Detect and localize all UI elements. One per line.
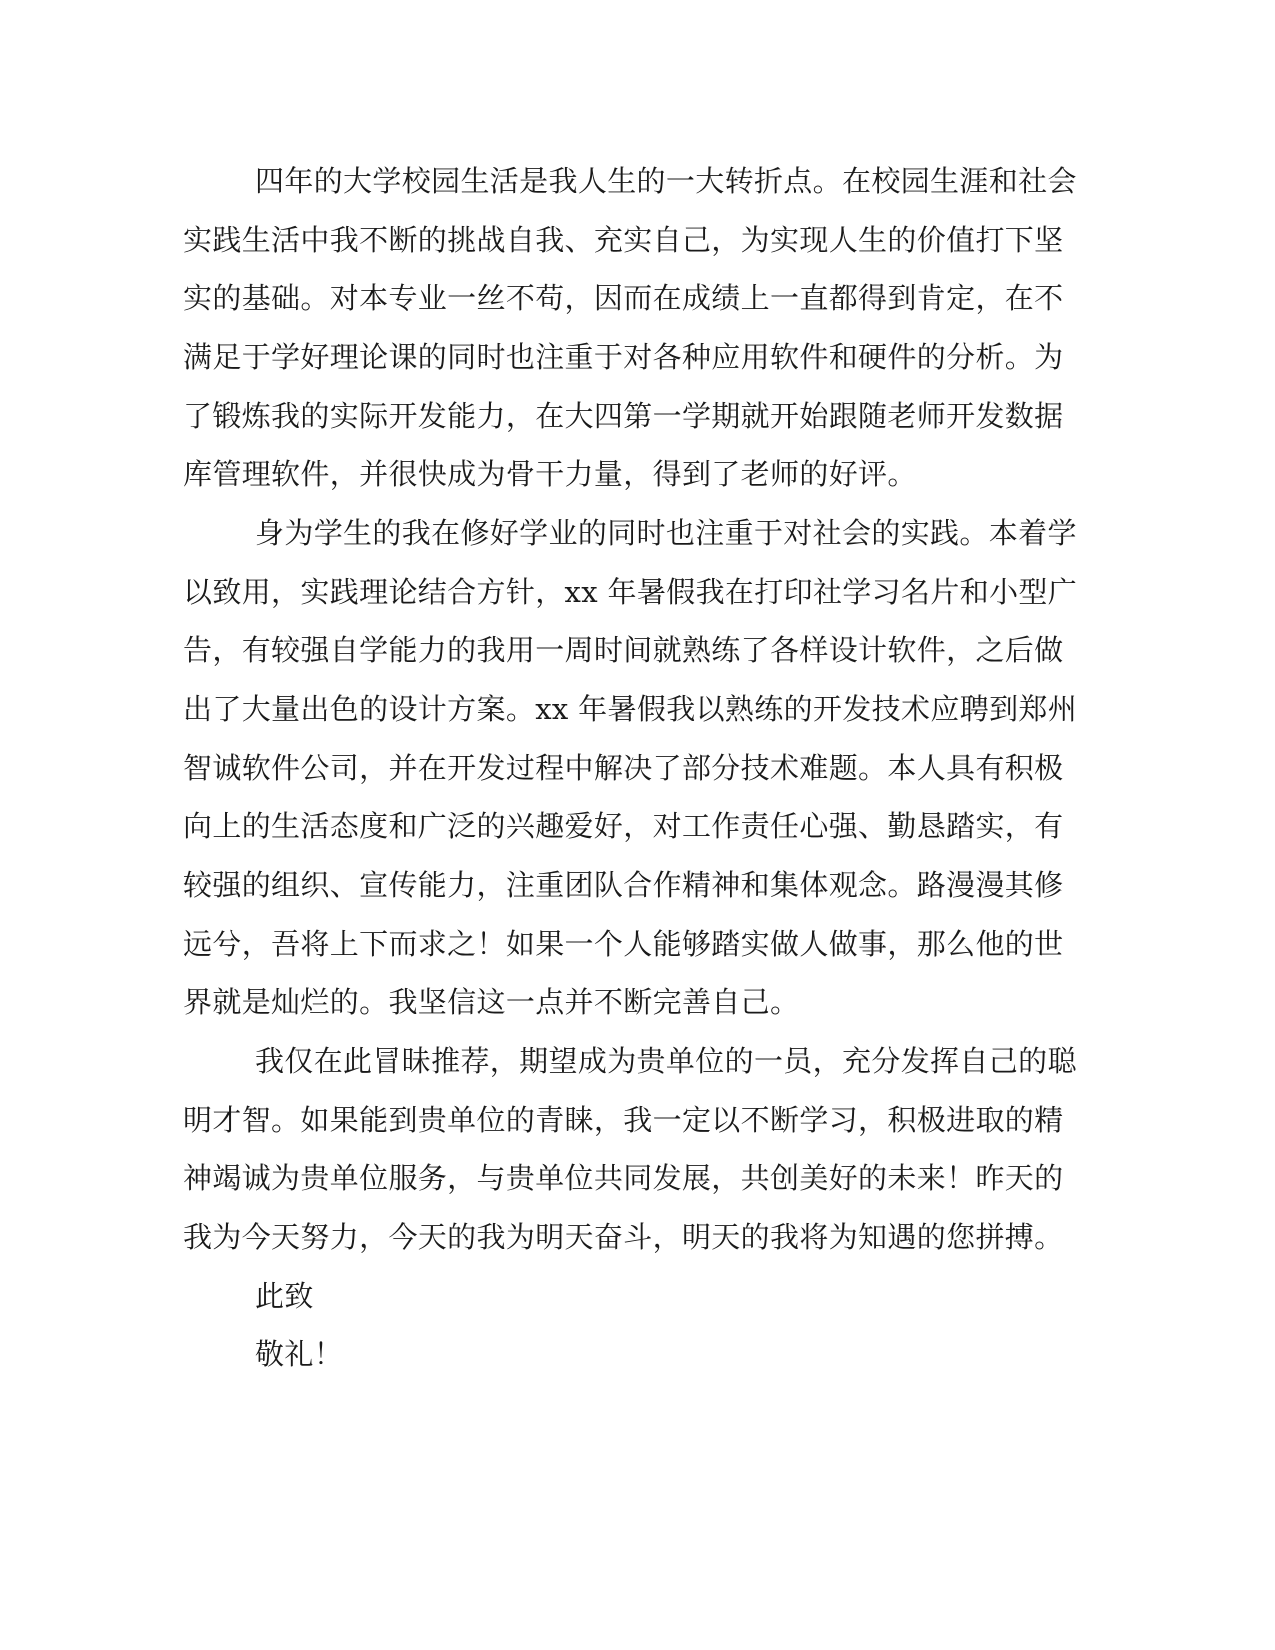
paragraph-3-line-2: 明才智。如果能到贵单位的青睐，我一定以不断学习，积极进取的精 xyxy=(183,1103,1064,1137)
closing-regards: 敬礼！ xyxy=(255,1337,344,1371)
paragraph-2-line-4: 出了大量出色的设计方案。xx 年暑假我以熟练的开发技术应聘到郑州 xyxy=(183,692,1078,726)
paragraph-1-line-3: 实的基础。对本专业一丝不苟，因而在成绩上一直都得到肯定，在不 xyxy=(183,281,1064,315)
paragraph-2-line-5: 智诚软件公司，并在开发过程中解决了部分技术难题。本人具有积极 xyxy=(183,751,1064,785)
paragraph-2-line-1: 身为学生的我在修好学业的同时也注重于对社会的实践。本着学 xyxy=(255,516,1077,550)
paragraph-3-line-4: 我为今天努力，今天的我为明天奋斗，明天的我将为知遇的您拼搏。 xyxy=(183,1220,1064,1254)
paragraph-3-line-1: 我仅在此冒昧推荐，期望成为贵单位的一员，充分发挥自己的聪 xyxy=(255,1044,1077,1078)
paragraph-2-line-3: 告，有较强自学能力的我用一周时间就熟练了各样设计软件，之后做 xyxy=(183,633,1064,667)
paragraph-3-line-3: 神竭诚为贵单位服务，与贵单位共同发展，共创美好的未来！昨天的 xyxy=(183,1161,1064,1195)
closing-salutation: 此致 xyxy=(255,1279,314,1313)
paragraph-2-line-9: 界就是灿烂的。我坚信这一点并不断完善自己。 xyxy=(183,985,800,1019)
paragraph-2-line-2: 以致用，实践理论结合方针，xx 年暑假我在打印社学习名片和小型广 xyxy=(183,575,1078,609)
paragraph-1-line-1: 四年的大学校园生活是我人生的一大转折点。在校园生涯和社会 xyxy=(255,164,1077,198)
paragraph-1-line-2: 实践生活中我不断的挑战自我、充实自己，为实现人生的价值打下坚 xyxy=(183,223,1064,257)
paragraph-2-line-8: 远兮，吾将上下而求之！如果一个人能够踏实做人做事，那么他的世 xyxy=(183,927,1064,961)
paragraph-2-line-7: 较强的组织、宣传能力，注重团队合作精神和集体观念。路漫漫其修 xyxy=(183,868,1064,902)
paragraph-1-line-6: 库管理软件，并很快成为骨干力量，得到了老师的好评。 xyxy=(183,457,917,491)
paragraph-1-line-4: 满足于学好理论课的同时也注重于对各种应用软件和硬件的分析。为 xyxy=(183,340,1064,374)
paragraph-1-line-5: 了锻炼我的实际开发能力，在大四第一学期就开始跟随老师开发数据 xyxy=(183,399,1064,433)
paragraph-2-line-6: 向上的生活态度和广泛的兴趣爱好，对工作责任心强、勤恳踏实，有 xyxy=(183,809,1064,843)
